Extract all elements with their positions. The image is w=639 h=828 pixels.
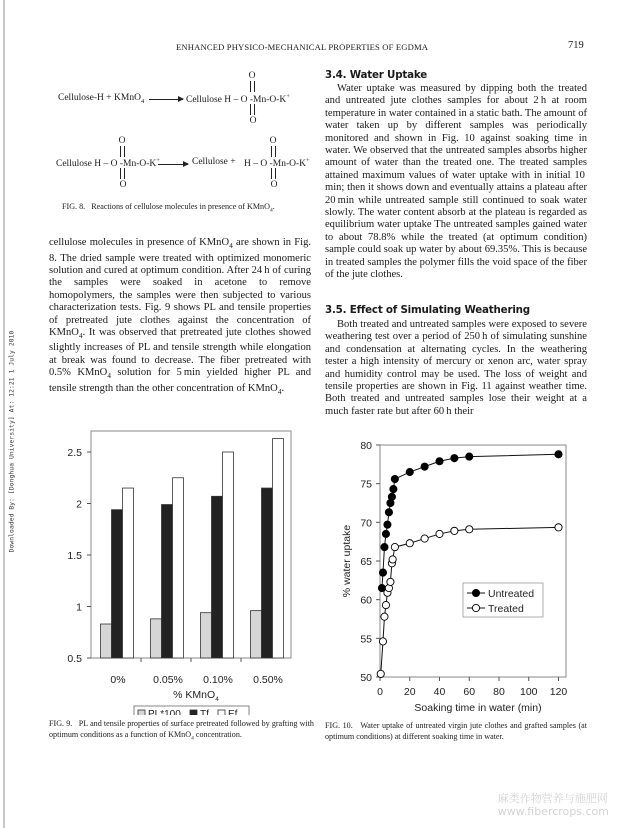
bar-ef bbox=[273, 439, 284, 658]
data-point-treated bbox=[436, 530, 443, 537]
subscript: 4 bbox=[269, 207, 273, 214]
page-left-edge bbox=[3, 0, 5, 828]
download-stamp: Downloaded By: [Donghua University] At: 12:21 1 July 2010 bbox=[8, 330, 16, 553]
paragraph: Both treated and untreated samples were exposed to severe weathering test over a period of 250 h of simulating sunshine and condensation at alternating cycles. In the weathering tester a high intensity of mercury or xenon arc, water spray and humidity control may be used. The loss of weight and tensile properties are shown in Fig. 11 against weather time. Both treated and untreated samples lose their weight at a much faster rate but after 60 h their bbox=[325, 319, 587, 417]
y-tick-label: 75 bbox=[360, 478, 372, 491]
data-point-untreated bbox=[391, 475, 398, 482]
bar-ef bbox=[173, 478, 184, 658]
section-3-5-body bbox=[325, 319, 587, 418]
data-point-treated bbox=[466, 526, 473, 533]
y-tick-label: 2 bbox=[76, 498, 82, 511]
text-run: . bbox=[281, 382, 285, 394]
caption-label: FIG. 8. bbox=[62, 202, 86, 211]
legend-marker bbox=[472, 589, 479, 596]
superscript: + bbox=[286, 93, 290, 100]
product-text: H – O -Mn-O-K bbox=[244, 159, 307, 170]
legend-label: Untreated bbox=[488, 588, 535, 600]
y-tick-label: 1.5 bbox=[67, 550, 82, 562]
line-chart-svg bbox=[330, 430, 590, 715]
subscript: 4 bbox=[277, 386, 282, 396]
reaction-2-product-b bbox=[244, 157, 310, 169]
reaction-arrow bbox=[158, 164, 188, 165]
bar-tf bbox=[262, 488, 273, 658]
figure-8-caption bbox=[62, 202, 322, 216]
data-point-treated bbox=[406, 540, 413, 547]
reaction-arrow bbox=[149, 99, 183, 100]
subscript: 4 bbox=[140, 97, 145, 105]
y-tick-label: 65 bbox=[360, 556, 372, 568]
x-tick-label: 20 bbox=[403, 686, 416, 698]
data-point-treated bbox=[391, 543, 398, 550]
data-point-untreated bbox=[436, 458, 443, 465]
caption-text: Water uptake of untreated virgin jute clothes and grafted samples (at optimum conditions) at different soaking time in water. bbox=[325, 721, 587, 741]
double-bond-top bbox=[120, 146, 125, 157]
subscript: 4 bbox=[191, 735, 194, 742]
bar-tf bbox=[212, 496, 223, 658]
data-point-untreated bbox=[388, 493, 395, 500]
section-3-5-heading: 3.5. Effect of Simulating Weathering bbox=[325, 304, 530, 316]
figure-10-caption bbox=[325, 721, 587, 742]
legend-swatch bbox=[218, 710, 225, 715]
x-tick-label: 0% bbox=[110, 674, 126, 686]
x-axis-label: % KMnO$_4$ bbox=[173, 689, 219, 703]
legend-label: Tf bbox=[200, 709, 209, 715]
y-tick-label: 1 bbox=[76, 601, 82, 614]
y-tick-label: 60 bbox=[360, 594, 372, 607]
plot-frame bbox=[380, 445, 566, 677]
figure-9-caption bbox=[49, 719, 314, 744]
oxygen-bottom: O bbox=[270, 180, 278, 190]
oxygen-top: O bbox=[118, 136, 126, 146]
site-watermark bbox=[498, 792, 609, 818]
bar-pl100 bbox=[251, 611, 262, 658]
reactant-text: Cellulose H – O -Mn-O-K bbox=[56, 159, 157, 170]
text-run: cellulose molecules in presence of KMnO bbox=[49, 237, 230, 248]
double-bond-top bbox=[271, 146, 276, 157]
watermark-line-1: 麻类作物营养与施肥网 bbox=[497, 792, 608, 805]
paragraph: Water uptake was measured by dipping both the treated and untreated jute clothes samples for about 2 h at room temperature in water contained in a static bath. The amount of water taken up by different samples was periodically monitored and shown in Fig. 10 against soaking time in water. We observed that the untreated samples absorbs higher amount of water than the treated one. The treated samples attained maximum values of water uptake with in initial 10 min; then it shows down and eventually attains a plateau after 20 min while untreated sample still continued to soak water slowly. The water content absorb at the plateau is regarded as equilibrium water uptake The untreated samples gained water to about 78.8% while the treated (at optimum condition) sample could soak up water by about 69.35%. This is because in treated samples the polymer fills the void space of the fiber of the jute clothes. bbox=[325, 83, 587, 281]
bar-pl100 bbox=[101, 624, 112, 658]
section-3-4-heading: 3.4. Water Uptake bbox=[325, 69, 428, 81]
x-tick-label: 0.10% bbox=[203, 674, 233, 686]
y-tick-label: 80 bbox=[360, 440, 372, 452]
y-tick-label: 70 bbox=[360, 517, 372, 530]
legend-swatch bbox=[138, 710, 145, 715]
subscript: 4 bbox=[229, 241, 233, 251]
bar-ef bbox=[123, 488, 134, 658]
x-tick-label: 0.05% bbox=[153, 674, 183, 686]
text-run: are shown in Fig. 8. The dried sample were treated with optimized monomeric solution and cured at optimum condition. After 24 h of curing the samples were soaked in acetone to remove homopolymers, the samples were then subjected to various characterization tests. Fig. 9 shows PL and tensile properties of pretreated jute clothes against the concentration of KMnO bbox=[49, 237, 311, 338]
bar-pl100 bbox=[201, 613, 212, 658]
data-point-untreated bbox=[381, 543, 388, 550]
oxygen-top: O bbox=[269, 136, 277, 146]
x-tick-label: 100 bbox=[519, 686, 538, 698]
bar-tf bbox=[162, 505, 173, 658]
x-tick-label: 0 bbox=[377, 686, 383, 698]
watermark-line-2: www.fibercrops.com bbox=[497, 805, 609, 818]
double-bond-bottom bbox=[250, 104, 255, 115]
reaction-2-reactant bbox=[56, 157, 160, 169]
oxygen-bottom: O bbox=[249, 116, 257, 126]
legend-label: Treated bbox=[488, 603, 524, 615]
data-point-untreated bbox=[555, 451, 562, 458]
reaction-2-product-a: Cellulose + bbox=[192, 157, 236, 167]
bar-ef bbox=[223, 452, 234, 658]
text-run: solution for 5 min yielded higher PL and tensile strength than the other concentration of KMnO bbox=[49, 367, 312, 394]
reactant-text: Cellulose-H + KMnO bbox=[58, 93, 141, 103]
data-point-treated bbox=[555, 524, 562, 531]
data-point-untreated bbox=[379, 569, 386, 576]
data-point-untreated bbox=[421, 463, 428, 470]
caption-label: FIG. 9. bbox=[49, 719, 73, 728]
x-axis-label: Soaking time in water (min) bbox=[414, 702, 542, 714]
caption-label: FIG. 10. bbox=[325, 721, 353, 730]
page-number: 719 bbox=[568, 40, 584, 51]
caption-end: . bbox=[272, 202, 275, 211]
text-run: . It was observed that pretreated jute clothes showed slightly increases of PL and tensile strength while elongation at break was found to decrease. The fiber pretreated with 0.5% KMnO bbox=[49, 326, 311, 379]
reaction-1-product bbox=[186, 93, 290, 105]
data-point-treated bbox=[382, 601, 389, 608]
y-tick-label: 2.5 bbox=[67, 447, 82, 459]
x-tick-label: 80 bbox=[493, 686, 505, 698]
running-head: ENHANCED PHYSICO-MECHANICAL PROPERTIES OF EGDMA bbox=[176, 42, 429, 52]
data-point-treated bbox=[381, 613, 388, 620]
double-bond-bottom bbox=[120, 168, 125, 179]
double-bond-top bbox=[250, 81, 255, 92]
data-point-treated bbox=[421, 535, 428, 542]
subscript: 4 bbox=[78, 331, 83, 341]
data-point-untreated bbox=[451, 455, 458, 462]
y-tick-label: 50 bbox=[360, 672, 372, 684]
x-tick-label: 0.50% bbox=[253, 674, 283, 686]
superscript: + bbox=[156, 157, 160, 164]
legend-marker bbox=[472, 604, 479, 611]
data-point-treated bbox=[379, 638, 386, 645]
oxygen-top: O bbox=[248, 71, 256, 81]
data-point-treated bbox=[377, 670, 384, 677]
figure-9-bar-chart bbox=[40, 425, 310, 715]
data-point-untreated bbox=[406, 468, 413, 475]
data-point-treated bbox=[451, 527, 458, 534]
x-tick-label: 60 bbox=[463, 686, 476, 698]
bar-chart-svg bbox=[40, 425, 310, 715]
data-point-untreated bbox=[384, 521, 391, 528]
data-point-treated bbox=[389, 556, 396, 563]
left-column-paragraph bbox=[49, 237, 311, 398]
double-bond-bottom bbox=[271, 168, 276, 179]
legend-swatch bbox=[190, 710, 197, 715]
data-point-treated bbox=[387, 578, 394, 585]
product-text: Cellulose H – O -Mn-O-K bbox=[186, 95, 287, 106]
data-point-untreated bbox=[466, 453, 473, 460]
bar-tf bbox=[112, 510, 123, 658]
figure-10-line-chart bbox=[330, 430, 590, 715]
y-axis-label: % water uptake bbox=[341, 524, 353, 598]
superscript: + bbox=[306, 157, 310, 164]
data-point-untreated bbox=[382, 530, 389, 537]
oxygen-bottom: O bbox=[119, 180, 127, 190]
caption-text: Reactions of cellulose molecules in presence of KMnO bbox=[91, 202, 270, 211]
reaction-1-reactant bbox=[58, 93, 144, 105]
bar-pl100 bbox=[151, 619, 162, 658]
legend-label: PL*100 bbox=[148, 709, 181, 715]
data-point-untreated bbox=[390, 485, 397, 492]
subscript: 4 bbox=[107, 371, 112, 381]
section-3-4-body bbox=[325, 83, 587, 282]
y-tick-label: 0.5 bbox=[67, 653, 82, 665]
x-tick-label: 40 bbox=[433, 686, 446, 698]
caption-end: concentration. bbox=[193, 729, 242, 739]
legend-label: Ef bbox=[228, 709, 238, 715]
x-tick-label: 120 bbox=[549, 686, 568, 698]
caption-text: PL and tensile properties of surface pretreated followed by grafting with optimum conditions as a function of KMnO bbox=[49, 719, 314, 739]
y-tick-label: 55 bbox=[360, 633, 372, 646]
data-point-untreated bbox=[385, 509, 392, 516]
